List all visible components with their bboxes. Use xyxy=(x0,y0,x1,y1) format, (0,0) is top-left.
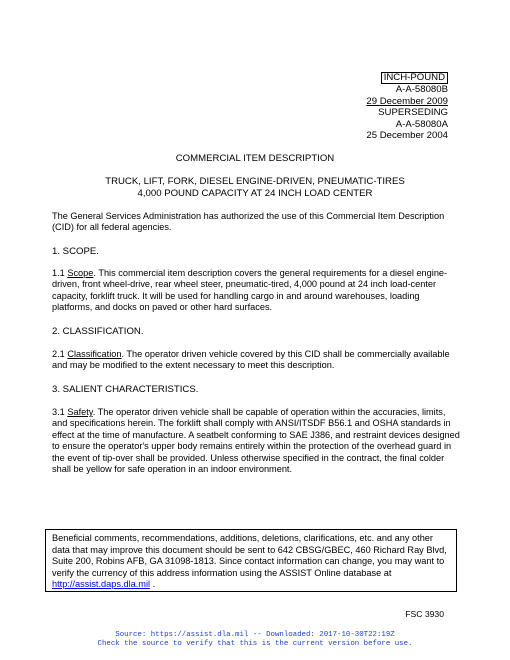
safety-number: 3.1 xyxy=(52,407,68,417)
classification-paragraph xyxy=(52,349,462,372)
footer-verify: Check the source to verify that this is the current version before use. xyxy=(97,640,413,648)
inch-pound-label: INCH-POUND xyxy=(381,72,448,84)
classification-text: . The operator driven vehicle covered by this CID shall be commercially available and may be modified to the extent necessary to meet this description. xyxy=(52,349,450,371)
comment-box xyxy=(45,529,457,592)
classification-label: Classification xyxy=(67,349,122,359)
document-header xyxy=(366,72,448,142)
document-date: 29 December 2009 xyxy=(366,95,448,107)
document-id: A-A-58080B xyxy=(395,84,448,95)
safety-label: Safety xyxy=(67,407,93,417)
scope-label: Scope xyxy=(67,268,94,278)
assist-link[interactable]: http://assist.daps.dla.mil xyxy=(52,579,151,590)
download-footer xyxy=(0,631,510,649)
previous-document-date: 25 December 2004 xyxy=(366,130,448,142)
footer-source: Source: https://assist.dla.mil -- Downloaded: 2017-10-30T22:19Z xyxy=(115,631,395,639)
safety-paragraph xyxy=(52,407,462,475)
scope-heading: 1. SCOPE. xyxy=(52,246,99,257)
classification-heading: 2. CLASSIFICATION. xyxy=(52,326,144,337)
comment-end: . xyxy=(150,579,156,590)
intro-paragraph: The General Services Administration has authorized the use of this Commercial Item Description (CID) for all federal agencies. xyxy=(52,211,445,233)
document-subtitle-line2: 4,000 POUND CAPACITY AT 24 INCH LOAD CENTER xyxy=(137,188,373,199)
fsc-code: FSC 3930 xyxy=(405,609,444,619)
scope-paragraph xyxy=(52,268,462,314)
superseding-label: SUPERSEDING xyxy=(378,107,448,119)
scope-text: . This commercial item description covers the general requirements for a diesel engine-driven, front wheel-drive, rear wheel steer, pneumatic-tired, 4,000 pound at 24 inch load-center capacity, forklift truck. It will be used for handling cargo in and around warehouses, loading platforms, and docks on paved or other hard surfaces. xyxy=(52,268,448,313)
comment-text: Beneficial comments, recommendations, additions, deletions, clarifications, etc. and any other data that may improve this document should be sent to 642 CBSG/GBEC, 460 Richard Ray Blvd, Suite 200, Robins AFB, GA 31098-1813. Since contact information can change, you may want to verify the currency of this address information using the ASSIST Online database at xyxy=(52,533,447,578)
document-subtitle-line1: TRUCK, LIFT, FORK, DIESEL ENGINE-DRIVEN, PNEUMATIC-TIRES xyxy=(105,176,405,187)
salient-heading: 3. SALIENT CHARACTERISTICS. xyxy=(52,384,199,395)
safety-text: . The operator driven vehicle shall be capable of operation within the accuracies, limits, and specifications herein. The forklift shall comply with ANSI/ITSDF B56.1 and OSHA standards in effect at the time of manufacture. A seatbelt conforming to SAE J386, and restraint devices designed to ensure the operator's upper body remains entirely within the protection of the overhead guard in the event of tip-over shall be provided. Unless otherwise specified in the contract, the final colder shall be yellow for safe operation in an indoor environment. xyxy=(52,407,460,475)
scope-number: 1.1 xyxy=(52,268,68,278)
classification-number: 2.1 xyxy=(52,349,68,359)
document-title: COMMERCIAL ITEM DESCRIPTION xyxy=(175,153,335,164)
previous-document-id: A-A-58080A xyxy=(395,118,448,130)
